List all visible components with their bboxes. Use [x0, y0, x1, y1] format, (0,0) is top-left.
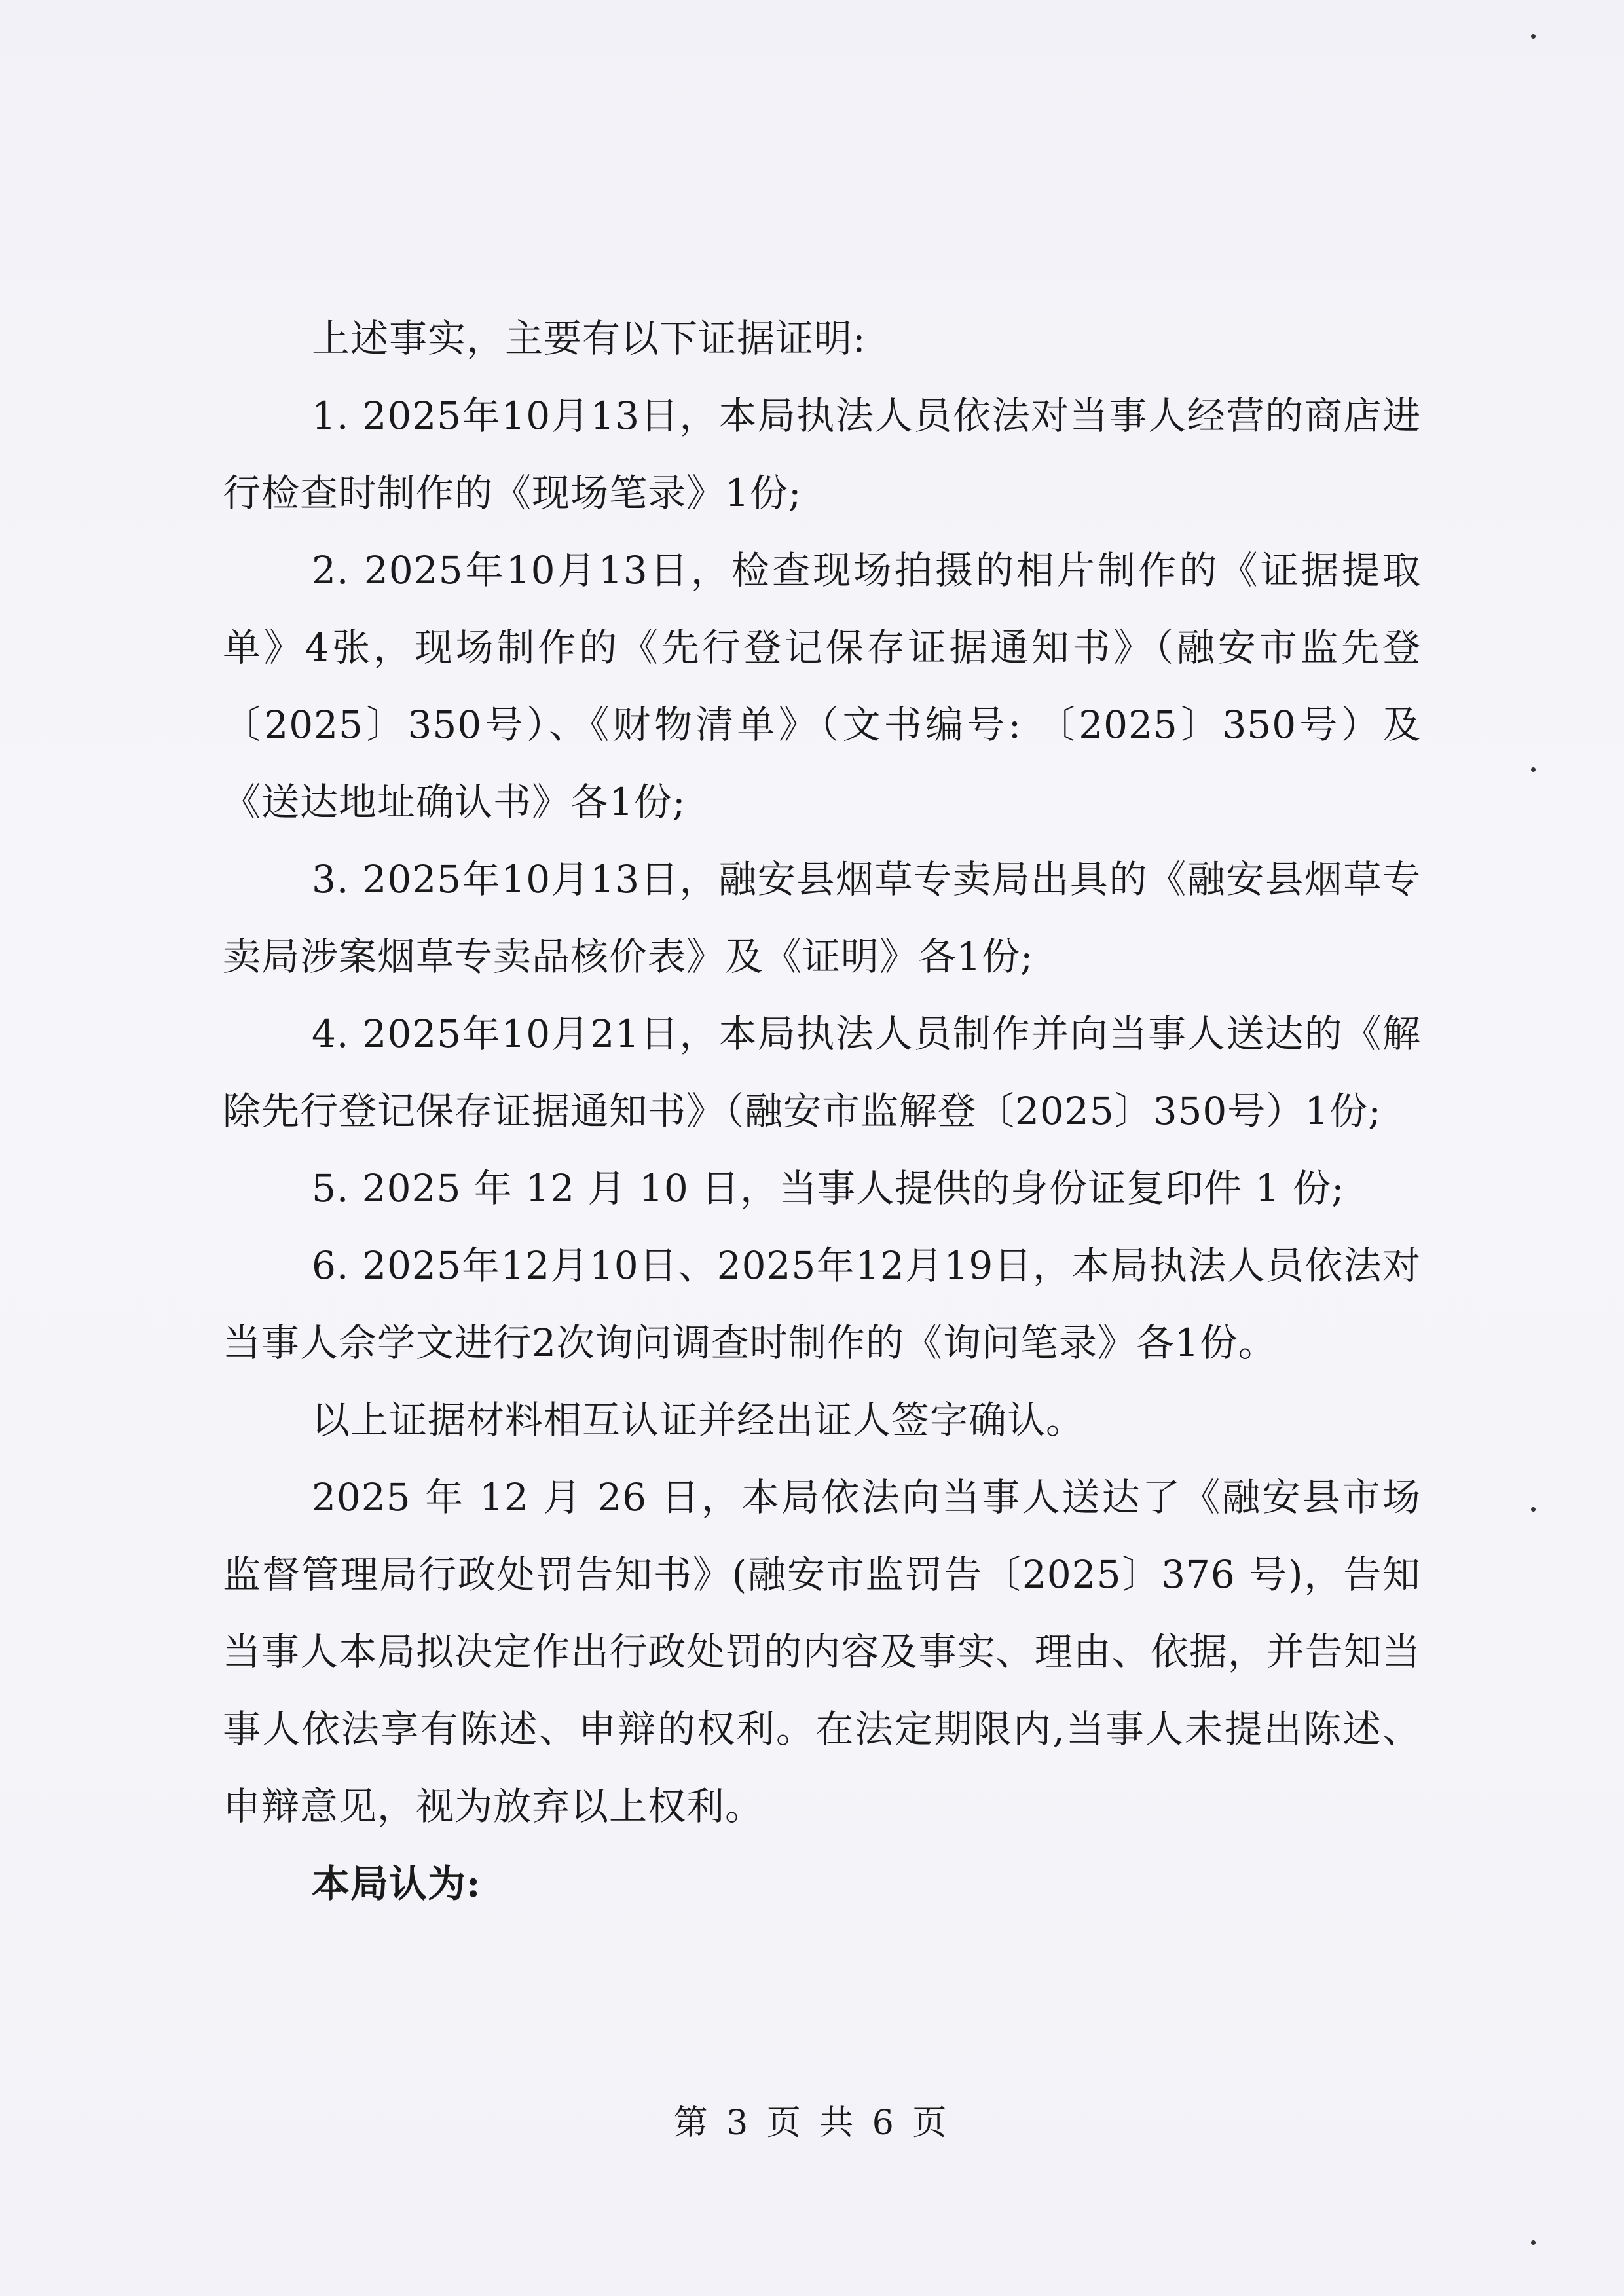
paragraph-evidence-5: 5. 2025 年 12 月 10 日，当事人提供的身份证复印件 1 份;	[312, 1166, 1345, 1211]
scan-speck	[1531, 2240, 1536, 2245]
document-body	[223, 300, 1421, 1922]
paragraph-evidence-6: 6. 2025年12月10日、2025年12月19日，本局执法人员依法对当事人佘学文进行2次询问调查时制作的《询问笔录》各1份。	[223, 1243, 1421, 1365]
scan-speck	[1531, 767, 1536, 772]
paragraph-evidence-1: 1. 2025年10月13日，本局执法人员依法对当事人经营的商店进行检查时制作的《现场笔录》1份;	[223, 393, 1421, 515]
paragraph-bureau-opinion-heading: 本局认为:	[312, 1861, 481, 1906]
paragraph-evidence-4: 4. 2025年10月21日，本局执法人员制作并向当事人送达的《解除先行登记保存证据通知书》（融安市监解登〔2025〕350号）1份;	[223, 1011, 1421, 1133]
paragraph-evidence-confirmation: 以上证据材料相互认证并经出证人签字确认。	[312, 1398, 1085, 1442]
scan-speck	[1531, 34, 1536, 39]
scan-speck	[1531, 1507, 1536, 1512]
paragraph-penalty-notice: 2025 年 12 月 26 日，本局依法向当事人送达了《融安县市场监督管理局行政处罚告知书》(融安市监罚告〔2025〕376 号)，告知当事人本局拟决定作出行政处罚的内容及事实、理由、依据，并告知当事人依法享有陈述、申辩的权利。在法定期限内,当事人未提出陈述、申辩意见，视为放弃以上权利。	[223, 1475, 1421, 1829]
paragraph-evidence-2: 2. 2025年10月13日，检查现场拍摄的相片制作的《证据提取单》4张，现场制作的《先行登记保存证据通知书》（融安市监先登〔2025〕350号）、《财物清单》（文书编号: 〔2025〕350号）及《送达地址确认书》各1份;	[223, 548, 1421, 824]
paragraph-evidence-intro: 上述事实，主要有以下证据证明:	[312, 316, 866, 361]
paragraph-evidence-3: 3. 2025年10月13日，融安县烟草专卖局出具的《融安县烟草专卖局涉案烟草专卖品核价表》及《证明》各1份;	[223, 857, 1421, 979]
page-number-footer: 第 3 页 共 6 页	[673, 2104, 951, 2143]
